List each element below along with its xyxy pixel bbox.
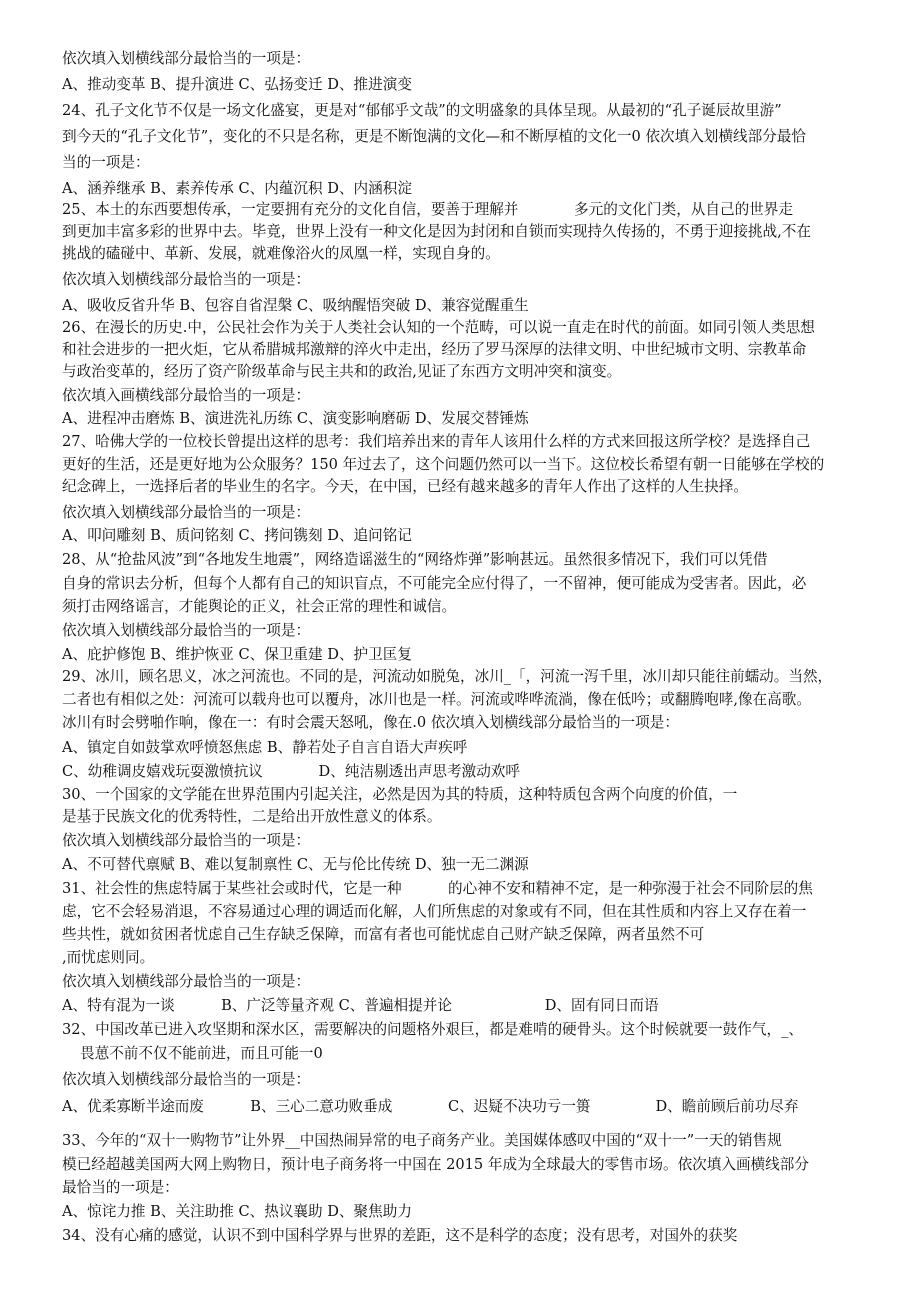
q31-prompt: 依次填入划横线部分最恰当的一项是：	[62, 973, 311, 990]
q33-text-line-3: 最恰当的一项是：	[62, 1179, 179, 1196]
q27-options: A、叩问雕刻 B、质问铭刻 C、拷问镌刻 D、追问铭记	[62, 527, 412, 544]
q30-options: A、不可替代禀赋 B、难以复制禀性 C、无与伦比传统 D、独一无二渊源	[62, 856, 529, 873]
q27-text-line-3: 纪念碑上，一选择后者的毕业生的名字。今天，在中国，已经有越来越多的青年人作出了这样的人生抉择。	[62, 478, 748, 495]
q24-text-line-3: 当的一项是：	[62, 154, 150, 171]
q31-text-line-3: 些共性，就如贫困者忧虑自己生存缺乏保障，而富有者也可能忧虑自己财产缺乏保障，两者虽然不可	[62, 926, 705, 943]
q29-text-line-1: 29、冰川，顾名思义，冰之河流也。不同的是，河流动如脱兔，冰川_「，河流一泻千里，冰川却只能往前蠕动。当然，	[62, 668, 833, 685]
q30-text-line-2: 是基于民族文化的优秀特性，二是给出开放性意义的体系。	[62, 808, 442, 825]
q23-options: A、推动变革 B、提升演进 C、弘扬变迁 D、推进演变	[62, 76, 412, 93]
q33-text-line-2: 模已经超越美国两大网上购物日，预计电子商务将一中国在 2015 年成为全球最大的零售市场。依次填入画横线部分	[62, 1156, 809, 1173]
q28-text-line-3: 须打击网络谣言，才能舆论的正义，社会正常的理性和诚信。	[62, 598, 457, 615]
q26-text-line-3: 与政治变革的，经历了资产阶级革命与民主共和的政治,见证了东西方文明冲突和演变。	[62, 363, 622, 380]
q28-text-line-2: 自身的常识去分析，但每个人都有自己的知识盲点，不可能完全应付得了，一不留神，便可能成为受害者。因此，必	[62, 575, 807, 592]
q34-text-line-1: 34、没有心痛的感觉，认识不到中国科学界与世界的差距，这不是科学的态度；没有思考，对国外的获奖	[62, 1227, 738, 1244]
q32-prompt: 依次填入划横线部分最恰当的一项是：	[62, 1071, 311, 1088]
q25-options: A、吸收反省升华 B、包容自省涅槃 C、吸纳醒悟突破 D、兼容觉醒重生	[62, 297, 529, 314]
q28-prompt: 依次填入划横线部分最恰当的一项是：	[62, 622, 311, 639]
q31-text-line-4: ,而忧虑则同。	[62, 949, 155, 966]
q32-options: A、优柔寡断半途而废 B、三心二意功败垂成 C、迟疑不决功亏一篑 D、瞻前顾后前功尽弃	[62, 1098, 799, 1115]
q27-prompt: 依次填入划横线部分最恰当的一项是：	[62, 504, 311, 521]
q26-text-line-2: 和社会进步的一把火炬，它从希腊城邦激辩的淬火中走出，经历了罗马深厚的法律文明、中世纪城市文明、宗教革命	[62, 341, 807, 358]
q31-text-line-2: 虑，它不会轻易消退，不容易通过心理的调适而化解，人们所焦虑的对象或有不同，但在其性质和内容上又存在着一	[62, 903, 807, 920]
q30-text-line-1: 30、一个国家的文学能在世界范围内引起关注，必然是因为其的特质，这种特质包含两个向度的价值，一	[62, 786, 738, 803]
q23-prompt: 依次填入划横线部分最恰当的一项是：	[62, 50, 311, 67]
q26-options: A、进程冲击磨炼 B、演进洗礼历练 C、演变影响磨砺 D、发展交替锤炼	[62, 410, 529, 427]
q30-prompt: 依次填入划横线部分最恰当的一项是：	[62, 832, 311, 849]
q27-text-line-2: 更好的生活，还是更好地为公众服务？150 年过去了，这个问题仍然可以一当下。这位校长希望有朝一日能够在学校的	[62, 456, 825, 473]
q27-text-line-1: 27、哈佛大学的一位校长曾提出这样的思考：我们培养出来的青年人该用什么样的方式来回报这所学校？是选择自己	[62, 433, 811, 450]
q26-prompt: 依次填入画横线部分最恰当的一项是：	[62, 387, 311, 404]
q31-text-line-1: 31、社会性的焦虑特属于某些社会或时代，它是一种 的心神不安和精神不定，是一种弥漫于社会不同阶层的焦	[62, 880, 813, 897]
q29-text-line-2: 二者也有相似之处：河流可以载舟也可以覆舟，冰川也是一样。河流或哗哗流淌，像在低吟；或翻腾咆哮,像在高歌。	[62, 691, 811, 708]
q25-text-line-2: 到更加丰富多彩的世界中去。毕竟，世界上没有一种文化是因为封闭和自锁而实现持久传扬的，不勇于迎接挑战,不在	[62, 223, 811, 240]
q29-text-line-3: 冰川有时会劈啪作响，像在一：有时会震天怒吼，像在.0 依次填入划横线部分最恰当的一项是：	[62, 714, 679, 731]
q25-text-line-1: 25、本土的东西要想传承，一定要拥有充分的文化自信，要善于理解并 多元的文化门类，从自己的世界走	[62, 201, 793, 218]
q25-prompt: 依次填入划横线部分最恰当的一项是：	[62, 271, 311, 288]
q29-options-c-d: C、幼稚调皮嬉戏玩耍激愤抗议 D、纯洁剔透出声思考激动欢呼	[62, 763, 520, 780]
q28-text-line-1: 28、从“抢盐风波”到“各地发生地震”，网络造谣滋生的“网络炸弹”影响甚远。虽然很多情况下，我们可以凭借	[62, 551, 768, 568]
q24-text-line-2: 到今天的“孔子文化节”，变化的不只是名称，更是不断饱满的文化—和不断厚植的文化一0 依次填入划横线部分最恰	[62, 128, 806, 145]
q26-text-line-1: 26、在漫长的历史.中，公民社会作为关于人类社会认知的一个范畴，可以说一直走在时代的前面。如同引领人类思想	[62, 319, 815, 336]
q25-text-line-3: 挑战的磕碰中、革新、发展，就难像浴火的凤凰一样，实现自身的。	[62, 245, 500, 262]
q33-options: A、惊诧力推 B、关注助推 C、热议襄助 D、聚焦助力	[62, 1203, 412, 1220]
q29-options-a-b: A、镇定自如鼓掌欢呼愤怒焦虑 B、静若处子自言自语大声疾呼	[62, 739, 468, 756]
q32-text-line-2: 畏葸不前不仅不能前进，而且可能一0	[80, 1045, 323, 1062]
q24-options: A、涵养继承 B、素养传承 C、内蕴沉积 D、内涵积淀	[62, 180, 412, 197]
q31-options: A、特有混为一谈 B、广泛等量齐观 C、普遍相提并论 D、固有同日而语	[62, 997, 659, 1014]
q24-text-line-1: 24、孔子文化节不仅是一场文化盛宴，更是对“郁郁乎文哉”的文明盛象的具体呈现。从最初的“孔子诞辰故里游”	[62, 102, 782, 119]
q28-options: A、庇护修饱 B、维护恢亚 C、保卫重建 D、护卫匡复	[62, 646, 412, 663]
q33-text-line-1: 33、今年的“双十一购物节”让外界__中国热闹异常的电子商务产业。美国媒体感叹中国的“双十一”一天的销售规	[62, 1132, 782, 1149]
q32-text-line-1: 32、中国改革已进入攻坚期和深水区，需要解决的问题格外艰巨，都是难啃的硬骨头。这个时候就要一鼓作气，_、	[62, 1021, 803, 1038]
